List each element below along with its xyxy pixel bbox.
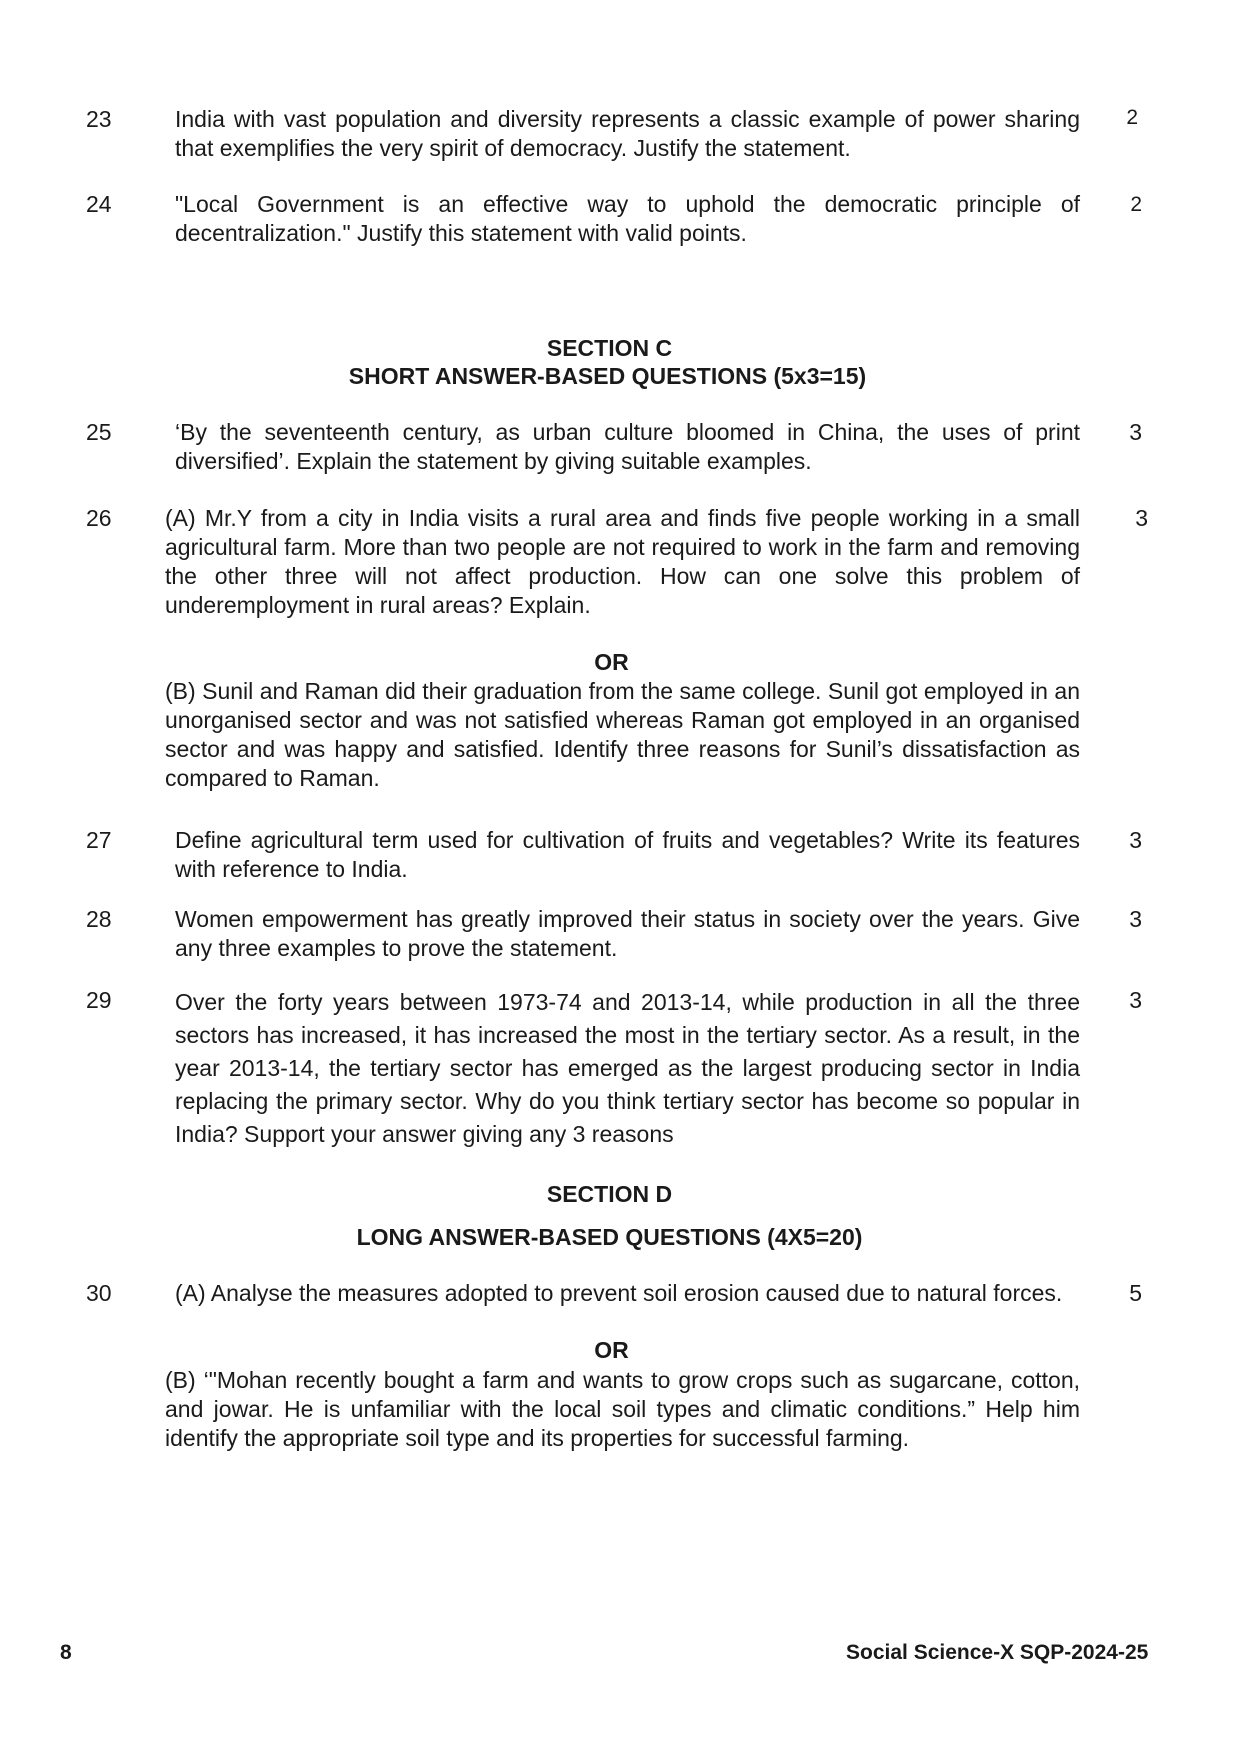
- question-text-27: Define agricultural term used for cultivation of fruits and vegetables? Write its features with reference to India.: [175, 827, 1080, 882]
- question-number: 30: [86, 1280, 112, 1306]
- section-subtitle: LONG ANSWER-BASED QUESTIONS (4X5=20): [356, 1224, 863, 1250]
- question-number: 29: [86, 987, 112, 1013]
- marks: 2: [1126, 106, 1138, 129]
- question-text-24: "Local Government is an effective way to uphold the democratic principle of decentralization." Justify this statement with valid points.: [175, 191, 1080, 246]
- question-text-28: Women empowerment has greatly improved their status in society over the years. Give any three examples to prove the statement.: [175, 906, 1080, 961]
- or-label: OR: [594, 649, 629, 675]
- page-number: 8: [60, 1641, 72, 1664]
- marks: 5: [1129, 1280, 1142, 1306]
- question-text-29: Over the forty years between 1973-74 and 2013-14, while production in all the three sectors has increased, it has increased the most in the tertiary sector. As a result, in the year 2013-14, the tertiary sector has emerged as the largest producing sector in India replacing the primary sector. Why do you think tertiary sector has become so popular in India? Support your answer giving any 3 reasons: [175, 989, 1080, 1147]
- option-a-label: (A): [165, 505, 196, 531]
- option-b-label: (B): [165, 678, 196, 704]
- option-b-text: Sunil and Raman did their graduation from the same college. Sunil got employed in an unorganised sector and was not satisfied whereas Raman got employed in an organised sector and was happy and satisfied. Identify three reasons for Sunil’s dissatisfaction as compared to Raman.: [165, 678, 1081, 791]
- option-a: [175, 1279, 1075, 1308]
- option-a: [165, 504, 1080, 620]
- option-b-label: (B): [165, 1367, 196, 1393]
- marks: 3: [1129, 419, 1142, 445]
- option-a-text: Analyse the measures adopted to prevent soil erosion caused due to natural forces.: [210, 1280, 1063, 1306]
- question-text-25: ‘By the seventeenth century, as urban culture bloomed in China, the uses of print diversified’. Explain the statement by giving suitable examples.: [175, 419, 1080, 474]
- option-b: [165, 1366, 1080, 1453]
- section-subtitle: SHORT ANSWER-BASED QUESTIONS (5x3=15): [348, 363, 867, 389]
- question-number: 28: [86, 906, 112, 932]
- question-number: 24: [86, 191, 112, 217]
- question-text-23: India with vast population and diversity represents a classic example of power sharing that exemplifies the very spirit of democracy. Justify the statement.: [175, 106, 1080, 161]
- question-number: 25: [86, 419, 112, 445]
- section-title: SECTION C: [546, 335, 673, 361]
- question-number: 27: [86, 827, 112, 853]
- paper-title: Social Science-X SQP-2024-25: [846, 1641, 1149, 1664]
- marks: 2: [1130, 193, 1142, 216]
- marks: 3: [1129, 827, 1142, 853]
- question-number: 23: [86, 106, 112, 132]
- section-title: SECTION D: [546, 1181, 673, 1207]
- option-b-text: ‘"Mohan recently bought a farm and wants to grow crops such as sugarcane, cotton, and jowar. He is unfamiliar with the local soil types and climatic conditions.” Help him identify the appropriate soil type and its properties for successful farming.: [165, 1367, 1081, 1451]
- option-b: [165, 677, 1080, 793]
- option-a-text: Mr.Y from a city in India visits a rural area and finds five people working in a small agricultural farm. More than two people are not required to work in the farm and removing the other three will not affect production. How can one solve this problem of underemployment in rural areas? Explain.: [165, 505, 1080, 618]
- or-label: OR: [594, 1337, 629, 1363]
- marks: 3: [1129, 987, 1142, 1013]
- marks: 3: [1129, 906, 1142, 932]
- marks: 3: [1135, 505, 1148, 531]
- question-number: 26: [86, 505, 112, 531]
- option-a-label: (A): [175, 1280, 206, 1306]
